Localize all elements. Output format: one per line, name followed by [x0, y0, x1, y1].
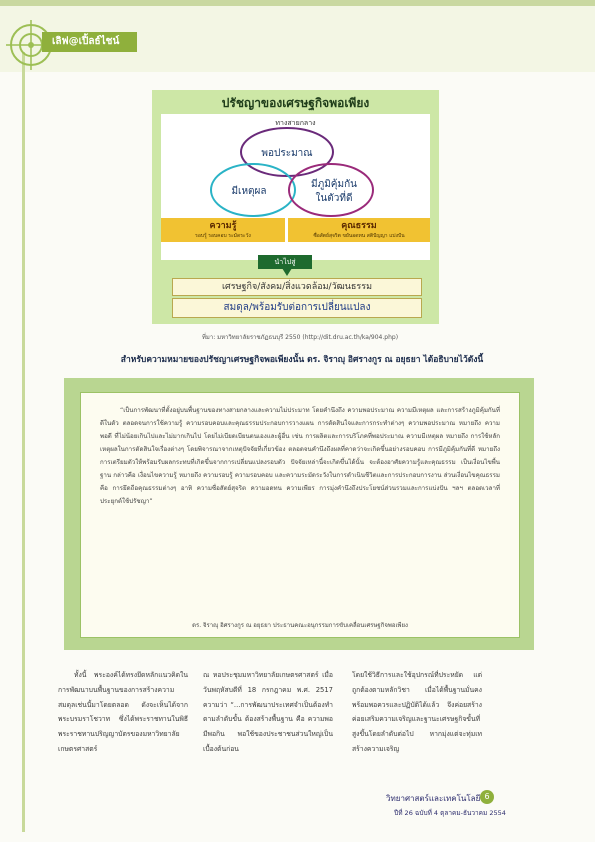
knowledge-box [161, 218, 285, 242]
body-column-2: ณ หอประชุมมหาวิทยาลัยเกษตรศาสตร์ เมื่อวันพฤหัสบดีที่ 18 กรกฎาคม พ.ศ. 2517 ความว่า “...การพัฒนาประเทศจำเป็นต้องทำตามลำดับขั้น ต้องสร้างพื้นฐาน คือ ความพอมีพอกิน พอใช้ของประชาชนส่วนใหญ่เป็นเบื้องต้นก่อน [203, 671, 333, 753]
knowledge-subtitle: รอบรู้ รอบคอบ ระมัดระวัง [195, 233, 251, 239]
philosophy-diagram [152, 90, 439, 324]
virtue-subtitle: ซื่อสัตย์สุจริต ขยันอดทน สติปัญญา แบ่งปัน [313, 233, 405, 239]
moderation-label: พอประมาณ [261, 148, 313, 159]
immunity-label-1: มีภูมิคุ้มกัน [311, 179, 357, 190]
lead-to-tag: นำไปสู่ [258, 255, 312, 269]
image-credit: ที่มา: มหาวิทยาลัยราชภัฏธนบุรี 2550 (http://dit.dru.ac.th/ka/904.php) [201, 334, 399, 341]
left-decorative-rule [22, 52, 25, 832]
diagram-title: ปรัชญาของเศรษฐกิจพอเพียง [221, 96, 370, 110]
venn-panel [161, 114, 430, 260]
middle-path-label: ทางสายกลาง [275, 119, 316, 127]
virtue-title: คุณธรรม [341, 221, 377, 231]
page-number: 6 [480, 790, 494, 804]
outcome-box-1: เศรษฐกิจ/สังคม/สิ่งแวดล้อม/วัฒนธรรม [172, 278, 422, 296]
down-arrow-icon [282, 268, 292, 276]
header-strip [0, 0, 595, 6]
column-title-tab: เลิฟ@เปิ้ลธ์ไชน์ [42, 32, 137, 52]
knowledge-title: ความรู้ [209, 221, 237, 231]
issue-info: ปีที่ 26 ฉบับที่ 4 ตุลาคม-ธันวาคม 2554 [394, 809, 506, 817]
immunity-label-2: ในตัวที่ดี [315, 193, 353, 204]
body-column-3: โดยใช้วิธีการและใช้อุปกรณ์ที่ประหยัด แต่ถูกต้องตามหลักวิชา เมื่อได้พื้นฐานมั่นคงพร้อมพอควรและปฏิบัติได้แล้ว จึงค่อยสร้างค่อยเสริมความเจริญและฐานะเศรษฐกิจขั้นที่สูงขึ้นโดยลำดับต่อไป หากมุ่งแต่จะทุ่มเทสร้างความเจริญ [352, 671, 482, 753]
virtue-box [288, 218, 430, 242]
outcome-box-2: สมดุล/พร้อมรับต่อการเปลี่ยนแปลง [172, 298, 422, 318]
quote-text: “เป็นการพัฒนาที่ตั้งอยู่บนพื้นฐานของทางสายกลางและความไม่ประมาท โดยคำนึงถึง ความพอประมาณ ความมีเหตุผล และการสร้างภูมิคุ้มกันที่ดีในตัว ตลอดจนการใช้ความรู้ ความรอบคอบและคุณธรรมประกอบการวางแผน การตัดสินใจและการกระทำต่างๆ ความพอประมาณ หมายถึง ความพอดี ที่ไม่น้อยเกินไปและไม่มากเกินไป โดยไม่เบียดเบียนตนเองและผู้อื่น เช่น การผลิตและการบริโภคที่พอประมาณ ความมีเหตุผล หมายถึง การใช้หลักเหตุผลในการตัดสินใจเรื่องต่างๆ โดยพิจารณาจากเหตุปัจจัยที่เกี่ยวข้อง ตลอดจนคำนึงถึงผลที่คาดว่าจะเกิดขึ้นอย่างรอบคอบ การมีภูมิคุ้มกันที่ดี หมายถึง การเตรียมตัวให้พร้อมรับผลกระทบที่เกิดขึ้นจากการเปลี่ยนแปลงรอบตัว ปัจจัยเหล่านี้จะเกิดขึ้นได้นั้น จะต้องอาศัยความรู้และคุณธรรม เป็นเงื่อนไขพื้นฐาน กล่าวคือ เงื่อนไขความรู้ หมายถึง ความรอบรู้ ความรอบคอบ และความระมัดระวังในการดำเนินชีวิตและการประกอบการงาน ส่วนเงื่อนไขคุณธรรม คือ การยึดถือคุณธรรมต่างๆ อาทิ ความซื่อสัตย์สุจริต ความอดทน ความเพียร การมุ่งคำนึงถึงประโยชน์ส่วนรวมและการแบ่งปัน ฯลฯ ตลอดเวลาที่ประยุกต์ใช้ปรัชญา” [100, 407, 500, 505]
quote-attribution: ดร. จิราญุ อิศรางกูร ณ อยุธยา ประธานคณะอนุกรรมการขับเคลื่อนเศรษฐกิจพอเพียง [192, 622, 408, 629]
reasonable-label: มีเหตุผล [231, 186, 267, 197]
intro-heading: สำหรับความหมายของปรัชญาเศรษฐกิจพอเพียงนั้น ดร. จิราญุ อิศรางกูร ณ อยุธยา ได้อธิบายไว้ดังนี้ [120, 355, 484, 365]
body-column-1: ทั้งนี้ พระองค์ได้ทรงยึดหลักแนวคิดในการพัฒนาบนพื้นฐานของการสร้างความสมดุลเช่นนี้มาโดยตลอด ดังจะเห็นได้จากพระบรมราโชวาท ซึ่งได้พระราชทานในพิธีพระราชทานปริญญาบัตรของมหาวิทยาลัยเกษตรศาสตร์ [58, 671, 188, 753]
magazine-name: วิทยาศาสตร์และเทคโนโลยี [386, 794, 481, 803]
